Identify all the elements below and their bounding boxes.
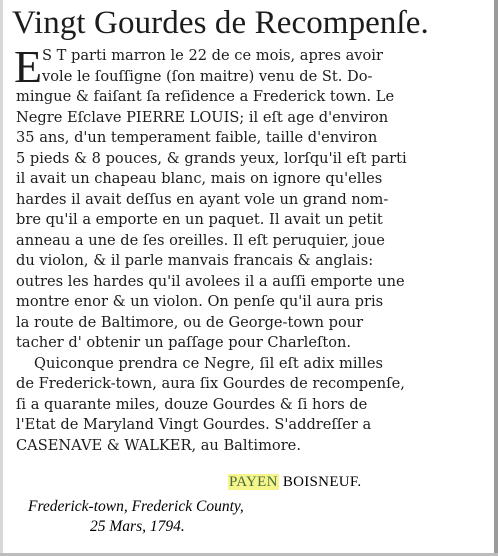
body-line: de Frederick-town, aura ſix Gourdes de recompenſe,: [16, 375, 405, 392]
body-line: hardes il avait deſſus en ayant vole un grand nom-: [16, 190, 389, 208]
notice-title: Vingt Gourdes de Recompenſe.: [12, 5, 429, 41]
body-line: anneau a une de ſes oreilles. Il eſt peruquier, joue: [16, 231, 385, 249]
body-line: 35 ans, d'un temperament faible, taille d'environ: [16, 129, 378, 146]
clipping-edge-left: [0, 0, 3, 556]
dateline-place: Frederick-town, Frederick County,: [28, 498, 244, 515]
clipping-edge-right: [494, 0, 498, 556]
signature-surname: BOISNEUF.: [282, 474, 362, 490]
body-line: montre enor & un violon. On penſe qu'il aura pris: [16, 293, 384, 310]
body-line: Negre Eſclave PIERRE LOUIS; il eſt age d'environ: [16, 108, 389, 126]
body-line: tacher d' obtenir un paſſage pour Charleſton.: [16, 334, 352, 351]
highlighted-name: PAYEN: [229, 474, 278, 490]
body-line: ſi a quarante miles, douze Gourdes & ſi hors de: [16, 395, 368, 413]
body-line: outres les hardes qu'il avolees il a auſſi emporte une: [16, 272, 405, 290]
body-line: l'Etat de Maryland Vingt Gourdes. S'addreſſer a: [16, 416, 372, 433]
body-line: du violon, & il parle manvais francais & anglais:: [16, 252, 374, 269]
dateline-date: 25 Mars, 1794.: [90, 518, 185, 535]
body-line: 5 pieds & 8 pouces, & grands yeux, lorſqu'il eſt parti: [16, 149, 407, 167]
notice-body: [14, 41, 476, 456]
body-line: mingue & faiſant ſa reſidence a Frederick town. Le: [16, 88, 395, 105]
body-line: il avait un chapeau blanc, mais on ignore qu'elles: [16, 170, 383, 187]
drop-cap: E: [14, 41, 43, 92]
body-line: S T parti marron le 22 de ce mois, apres avoir: [42, 47, 383, 64]
body-line: vole le ſouſſigne (ſon maitre) venu de St. Do-: [42, 67, 373, 85]
signature: [228, 474, 361, 491]
body-line: CASENAVE & WALKER, au Baltimore.: [16, 436, 301, 454]
body-line: la route de Baltimore, ou de George-town pour: [16, 313, 364, 331]
runaway-notice: [12, 4, 476, 456]
body-line: Quiconque prendra ce Negre, ſil eſt adix milles: [34, 354, 383, 372]
body-line: bre qu'il a emporte en un paquet. Il avait un petit: [16, 211, 383, 228]
